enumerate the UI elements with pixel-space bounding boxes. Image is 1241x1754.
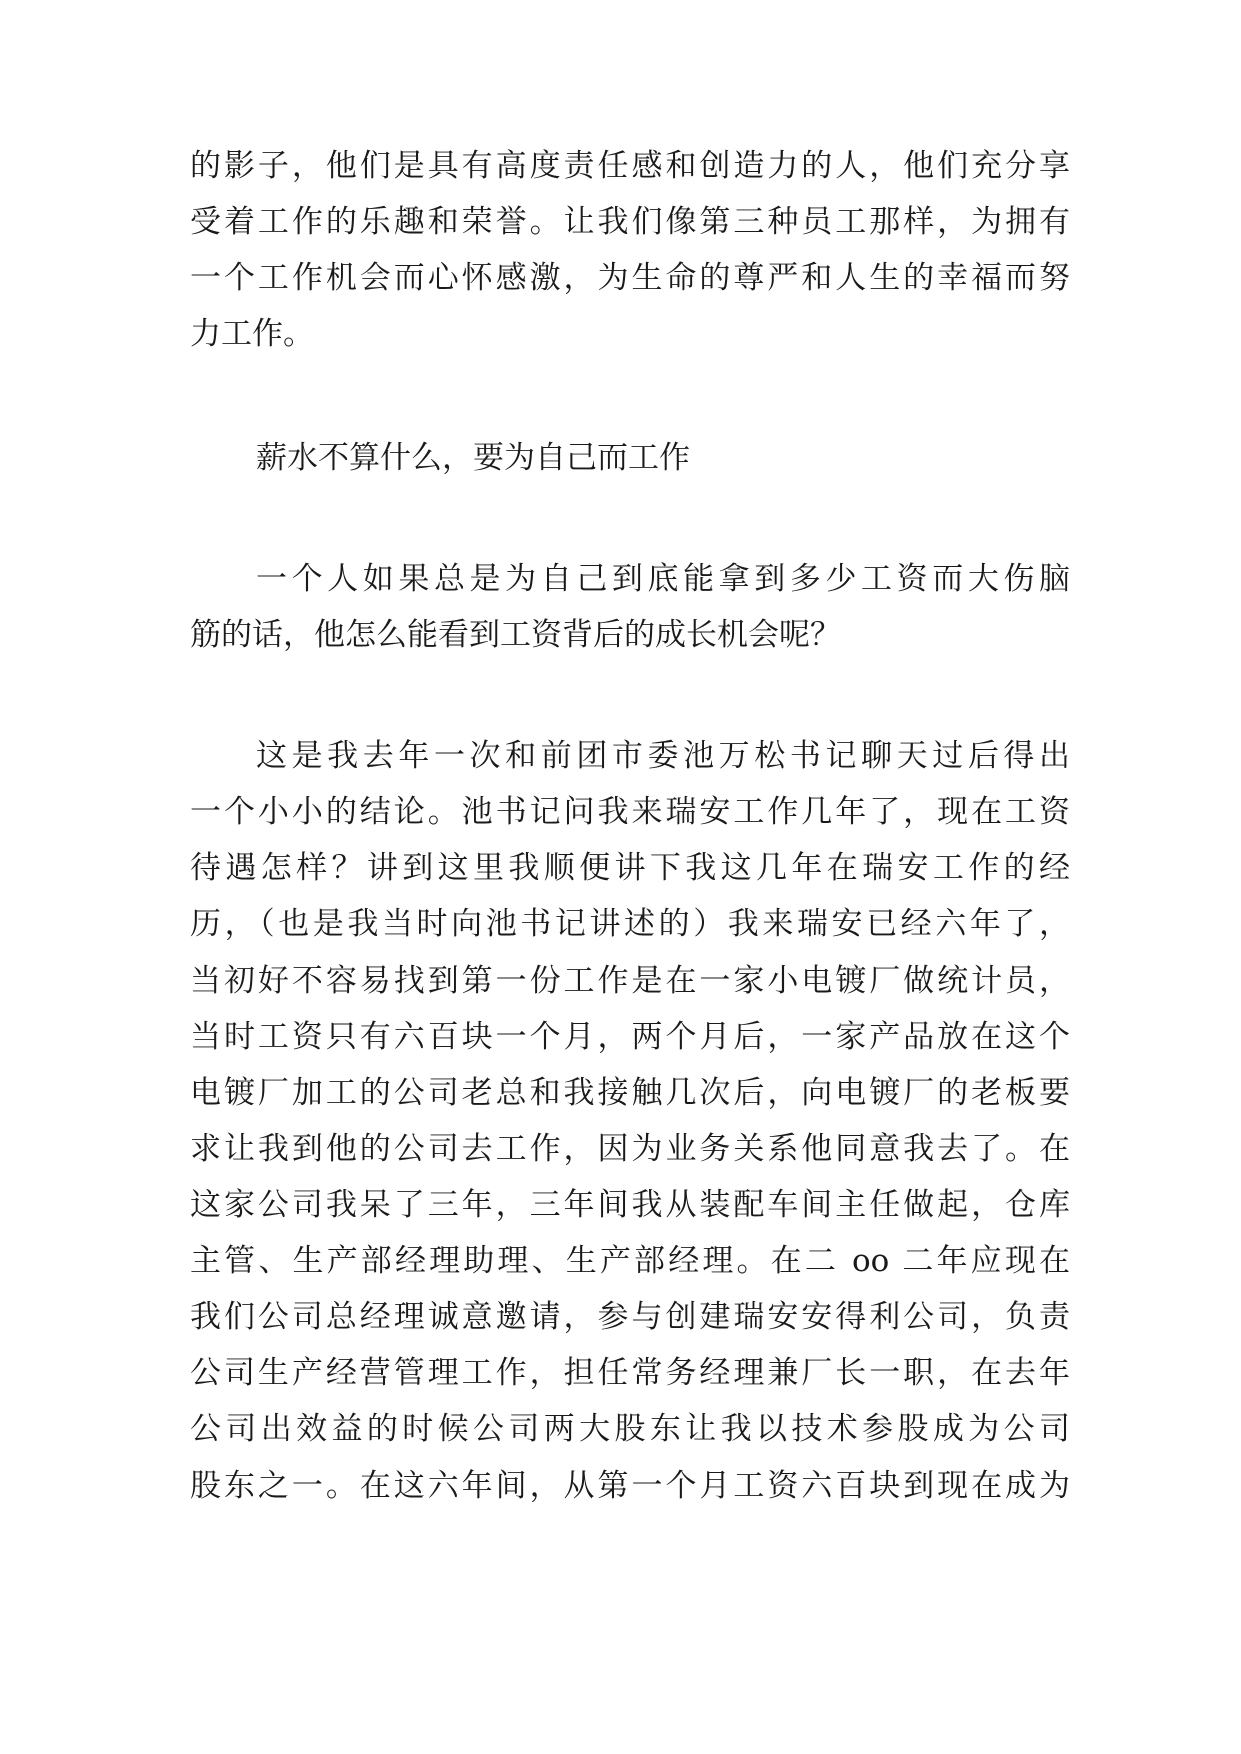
- paragraph-line: 这家公司我呆了三年，三年间我从装配车间主任做起，仓库: [190, 1187, 1070, 1223]
- section-heading: 薪水不算什么，要为自己而工作: [256, 440, 690, 476]
- paragraph-line: 我们公司总经理诚意邀请，参与创建瑞安安得利公司，负责: [190, 1299, 1070, 1335]
- paragraph-line: 待遇怎样？讲到这里我顺便讲下我这几年在瑞安工作的经: [190, 850, 1070, 886]
- paragraph-line: 求让我到他的公司去工作，因为业务关系他同意我去了。在: [190, 1131, 1070, 1167]
- paragraph-line: 筋的话，他怎么能看到工资背后的成长机会呢？: [190, 617, 841, 653]
- paragraph-line: 历，（也是我当时向池书记讲述的）我来瑞安已经六年了，: [190, 906, 1070, 942]
- paragraph-line: 公司生产经营管理工作，担任常务经理兼厂长一职，在去年: [190, 1355, 1070, 1391]
- paragraph-line: 受着工作的乐趣和荣誉。让我们像第三种员工那样，为拥有: [190, 204, 1070, 240]
- paragraph-line: 当初好不容易找到第一份工作是在一家小电镀厂做统计员，: [190, 963, 1070, 999]
- paragraph-line: 一个小小的结论。池书记问我来瑞安工作几年了，现在工资: [190, 794, 1070, 830]
- paragraph-line: 主管、生产部经理助理、生产部经理。在二 oo 二年应现在: [190, 1243, 1070, 1279]
- paragraph-line: 的影子，他们是具有高度责任感和创造力的人，他们充分享: [190, 148, 1070, 184]
- paragraph-line: 力工作。: [190, 316, 314, 352]
- paragraph-line: 这是我去年一次和前团市委池万松书记聊天过后得出: [256, 738, 1070, 774]
- paragraph-line: 股东之一。在这六年间，从第一个月工资六百块到现在成为: [190, 1468, 1070, 1504]
- paragraph-line: 一个人如果总是为自己到底能拿到多少工资而大伤脑: [256, 561, 1070, 597]
- paragraph-line: 电镀厂加工的公司老总和我接触几次后，向电镀厂的老板要: [190, 1075, 1070, 1111]
- paragraph-line: 当时工资只有六百块一个月，两个月后，一家产品放在这个: [190, 1019, 1070, 1055]
- paragraph-line: 一个工作机会而心怀感激，为生命的尊严和人生的幸福而努: [190, 260, 1070, 296]
- paragraph-line: 公司出效益的时候公司两大股东让我以技术参股成为公司: [190, 1411, 1070, 1447]
